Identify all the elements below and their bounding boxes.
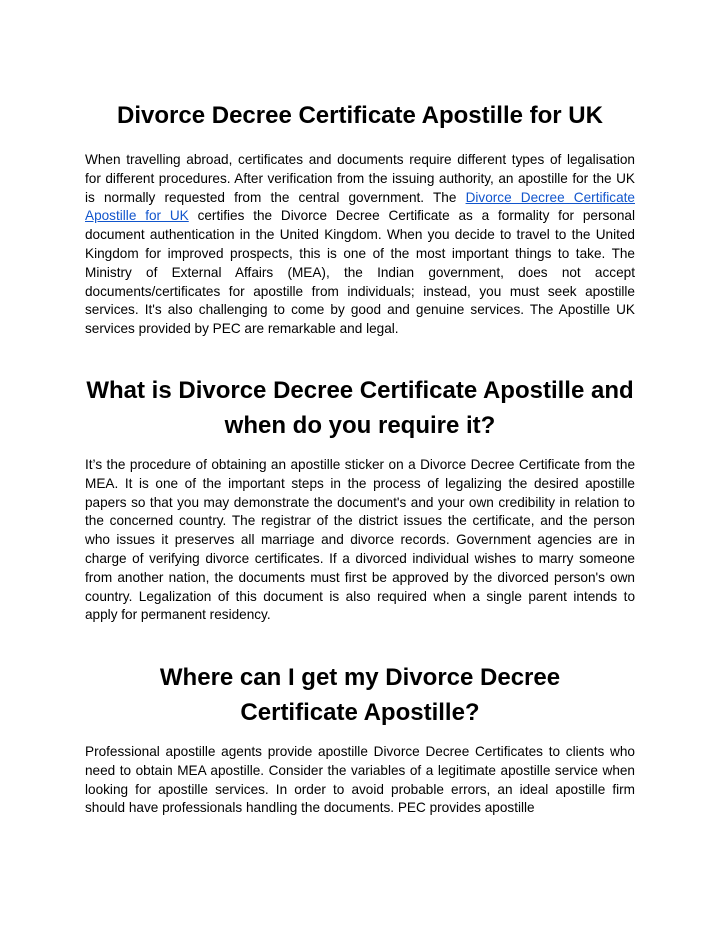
section-what-heading: What is Divorce Decree Certificate Apostille and when do you require it? [86,377,634,439]
document-title: Divorce Decree Certificate Apostille for UK [117,102,603,129]
intro-text-after-link: certifies the Divorce Decree Certificate as a formality for personal document authentication in the United Kingdom. When you decide to travel to the United Kingdom for improved prospects, this is one of the most important things to take. The Ministry of External Affairs (MEA), the Indian government, does not accept documents/certificates for apostille from individuals; instead, you must seek apostille services. It's also challenging to come by good and genuine services. The Apostille UK services provided by PEC are remarkable and legal. [85,208,635,337]
section-where-heading: Where can I get my Divorce Decree Certificate Apostille? [159,664,561,726]
section-what-paragraph: It’s the procedure of obtaining an apostille sticker on a Divorce Decree Certificate from the MEA. It is one of the important steps in the process of legalizing the desired apostille papers so that you may demonstrate the document's and your own credibility in relation to the concerned country. The registrar of the district issues the certificate, and the person who issues it preserves all marriage and divorce records. Government agencies are in charge of verifying divorce certificates. If a divorced individual wishes to marry someone from another nation, the documents must first be approved by the divorced person's own country. Legalization of this document is also required when a single parent intends to apply for permanent residency. [85,457,635,623]
intro-paragraph [85,151,635,339]
section-where-paragraph: Professional apostille agents provide apostille Divorce Decree Certificates to clients who need to obtain MEA apostille. Consider the variables of a legitimate apostille service when looking for apostille services. In order to avoid probable errors, an ideal apostille firm should have professionals handling the documents. PEC provides apostille [85,744,635,816]
intro-text-before-link: When travelling abroad, certificates and documents require different types of legalisation for different procedures. After verification from the issuing authority, an apostille for the UK is normally requested from the central government. The [85,152,635,205]
divorce-decree-apostille-link[interactable]: Divorce Decree Certificate Apostille for UK [85,189,635,224]
